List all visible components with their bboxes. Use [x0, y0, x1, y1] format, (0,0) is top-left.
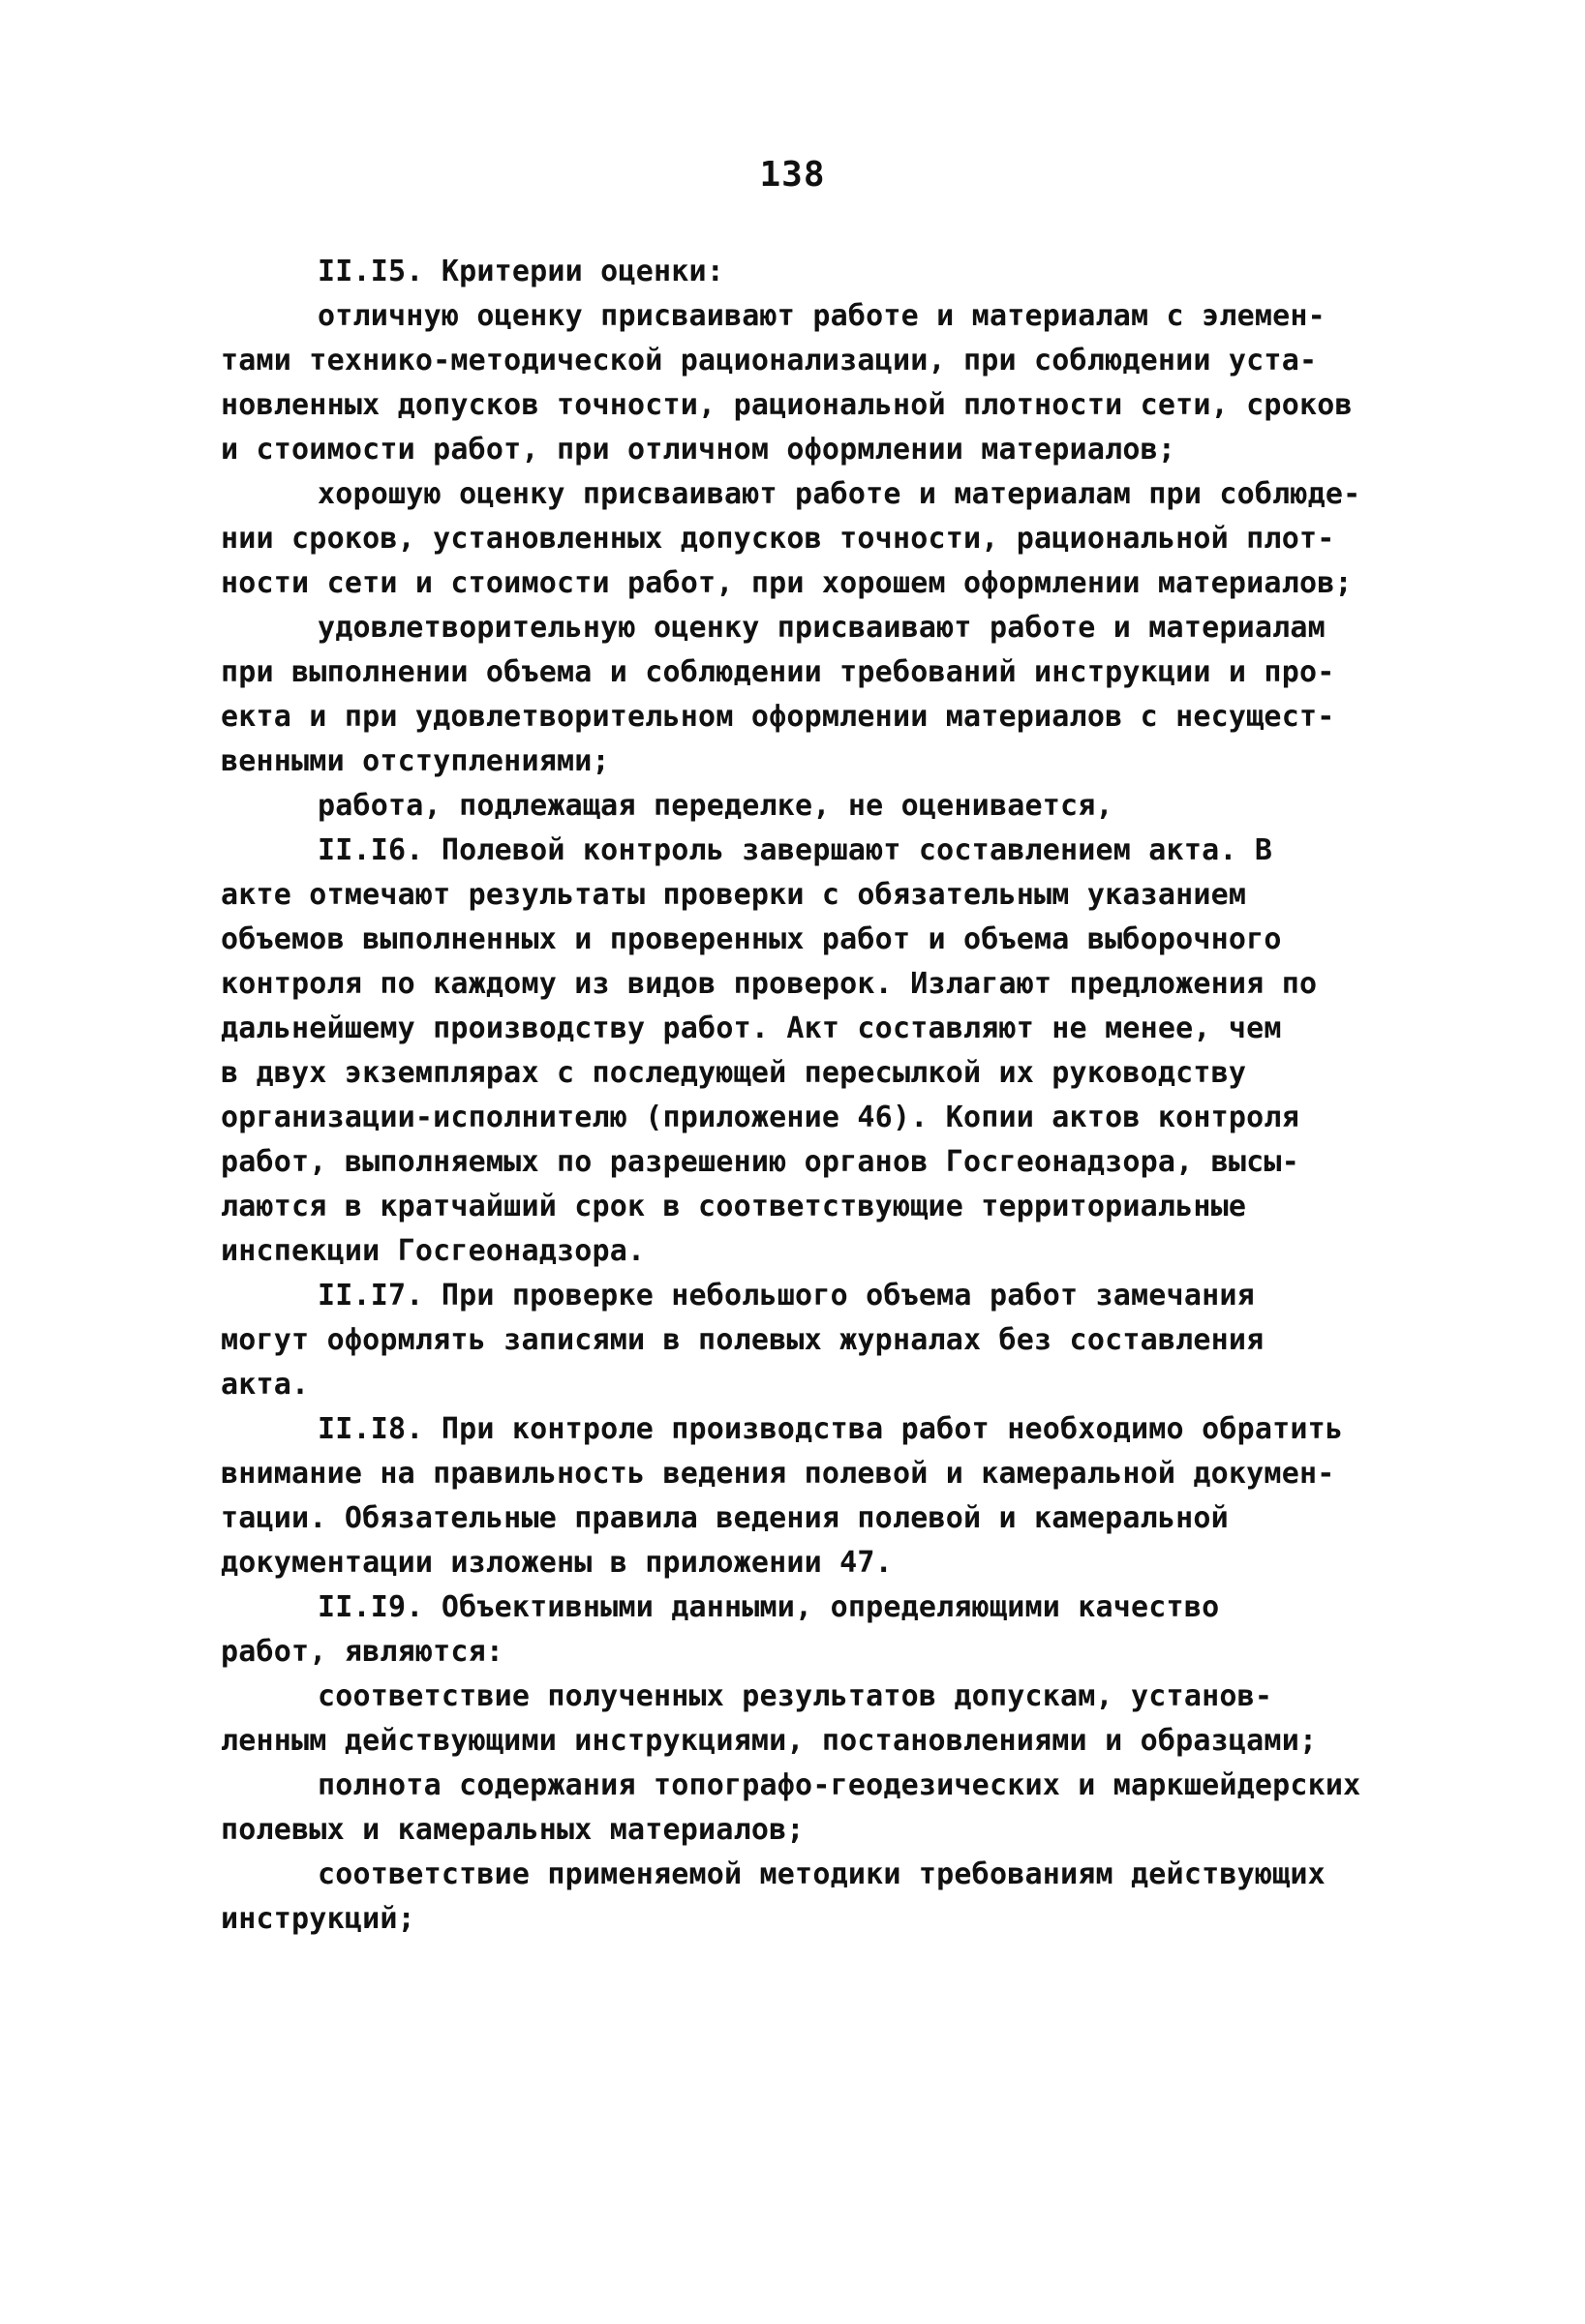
text-line: полевых и камеральных материалов; — [221, 1813, 805, 1847]
text-line: II.I7. При проверке небольшого объема работ замечания — [318, 1279, 1255, 1313]
text-line: акта. — [221, 1368, 310, 1402]
text-line: новленных допусков точности, рациональной плотности сети, сроков — [221, 388, 1353, 422]
text-line: нии сроков, установленных допусков точности, рациональной плот- — [221, 522, 1335, 556]
text-line: венными отступлениями; — [221, 744, 610, 778]
text-line: работа, подлежащая переделке, не оценивается, — [318, 789, 1113, 823]
text-line: контроля по каждому из видов проверок. Излагают предложения по — [221, 967, 1318, 1001]
text-line: полнота содержания топографо-геодезических и маркшейдерских — [318, 1768, 1361, 1802]
text-line: внимание на правильность ведения полевой и камеральной докумен- — [221, 1457, 1335, 1491]
document-body — [221, 250, 1412, 1942]
text-line: тами технико-методической рационализации, при соблюдении уста- — [221, 344, 1318, 377]
text-line: II.I6. Полевой контроль завершают составлением акта. В — [318, 833, 1273, 867]
text-line: инструкций; — [221, 1902, 415, 1936]
text-line: ленным действующими инструкциями, постановлениями и образцами; — [221, 1724, 1318, 1758]
text-line: удовлетворительную оценку присваивают работе и материалам — [318, 611, 1326, 645]
text-line: II.I9. Объективными данными, определяющими качество — [318, 1590, 1220, 1624]
text-line: ности сети и стоимости работ, при хорошем оформлении материалов; — [221, 566, 1353, 600]
text-line: отличную оценку присваивают работе и материалам с элемен- — [318, 299, 1326, 333]
text-line: II.I8. При контроле производства работ необходимо обратить — [318, 1412, 1344, 1446]
text-line: дальнейшему производству работ. Акт составляют не менее, чем — [221, 1011, 1282, 1045]
text-line: екта и при удовлетворительном оформлении материалов с несущест- — [221, 700, 1335, 734]
text-line: работ, выполняемых по разрешению органов Госгеонадзора, высы- — [221, 1145, 1299, 1179]
text-line: и стоимости работ, при отличном оформлении материалов; — [221, 433, 1176, 467]
text-line: работ, являются: — [221, 1635, 504, 1669]
text-line: соответствие применяемой методики требованиям действующих — [318, 1857, 1326, 1891]
text-line: объемов выполненных и проверенных работ и объема выборочного — [221, 922, 1282, 956]
text-line: при выполнении объема и соблюдении требований инструкции и про- — [221, 655, 1335, 689]
text-line: в двух экземплярах с последующей пересылкой их руководству — [221, 1056, 1247, 1090]
text-line: организации-исполнителю (приложение 46). Копии актов контроля — [221, 1101, 1299, 1134]
text-line: лаются в кратчайший срок в соответствующие территориальные — [221, 1190, 1247, 1223]
page-number: 138 — [759, 155, 826, 195]
text-line: II.I5. Критерии оценки: — [318, 255, 725, 288]
text-line: тации. Обязательные правила ведения полевой и камеральной — [221, 1501, 1229, 1535]
text-line: соответствие полученных результатов допускам, установ- — [318, 1679, 1273, 1713]
text-line: акте отмечают результаты проверки с обязательным указанием — [221, 878, 1247, 912]
text-line: могут оформлять записями в полевых журналах без составления — [221, 1323, 1265, 1357]
text-line: инспекции Госгеонадзора. — [221, 1234, 646, 1268]
text-line: хорошую оценку присваивают работе и материалам при соблюде- — [318, 477, 1361, 511]
text-line: документации изложены в приложении 47. — [221, 1546, 893, 1580]
